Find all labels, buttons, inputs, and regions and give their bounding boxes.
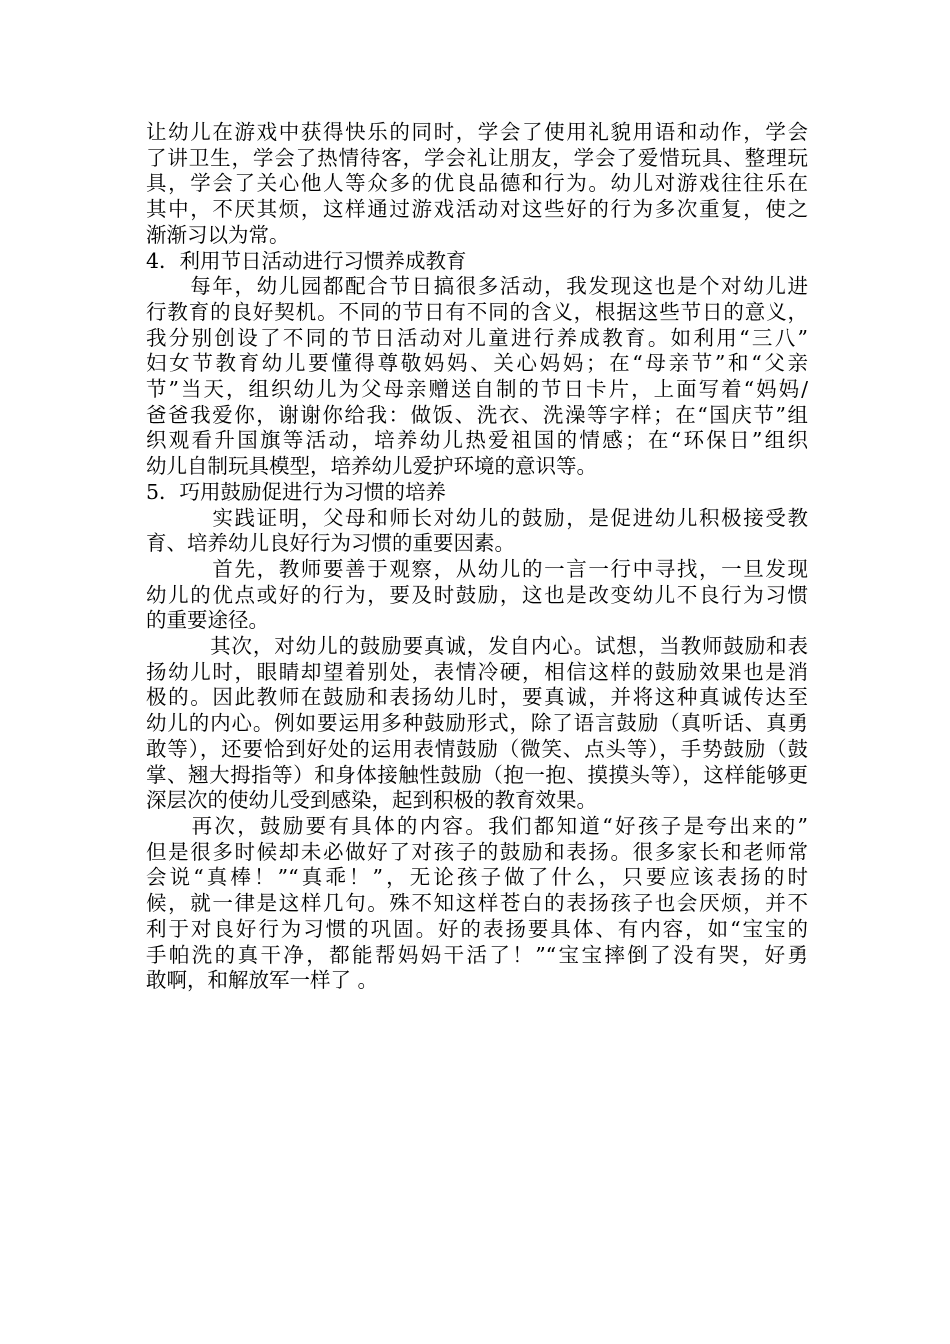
text-line: 幼儿自制玩具模型，培养幼儿爱护环境的意识等。 <box>146 454 597 479</box>
text-line: 首先，教师要善于观察，从幼儿的一言一行中寻找，一旦发现 <box>146 556 808 581</box>
text-line: 具，学会了关心他人等众多的优良品德和行为。幼儿对游戏往往乐在 <box>146 171 808 196</box>
text-line: 掌、翘大拇指等）和身体接触性鼓励（抱一抱、摸摸头等），这样能够更 <box>146 762 808 787</box>
text-line: 幼儿的优点或好的行为，要及时鼓励，这也是改变幼儿不良行为习惯 <box>146 582 808 607</box>
text-line: 其次，对幼儿的鼓励要真诚，发自内心。试想，当教师鼓励和表 <box>146 634 808 659</box>
text-line: 但是很多时候却未必做好了对孩子的鼓励和表扬。很多家长和老师常 <box>146 839 808 864</box>
text-line: 我分别创设了不同的节日活动对儿童进行养成教育。如利用“三八” <box>146 325 808 350</box>
text-line: 节”当天，组织幼儿为父母亲赠送自制的节日卡片，上面写着“妈妈/ <box>146 377 808 402</box>
text-line: 让幼儿在游戏中获得快乐的同时，学会了使用礼貌用语和动作，学会 <box>146 120 808 144</box>
text-line: 了讲卫生，学会了热情待客，学会礼让朋友，学会了爱惜玩具、整理玩 <box>146 145 808 170</box>
text-line: 敢啊，和解放军一样了 。 <box>146 968 379 993</box>
text-line: 候，就一律是这样几句。殊不知这样苍白的表扬孩子也会厌烦，并不 <box>146 891 808 916</box>
text-line: 其中，不厌其烦，这样通过游戏活动对这些好的行为多次重复，使之 <box>146 197 808 222</box>
text-line: 深层次的使幼儿受到感染，起到积极的教育效果。 <box>146 788 597 813</box>
text-line: 极的。因此教师在鼓励和表扬幼儿时，要真诚，并将这种真诚传达至 <box>146 685 808 710</box>
text-line: 织观看升国旗等活动，培养幼儿热爱祖国的情感；在“环保日”组织 <box>146 428 808 453</box>
text-line: 每年，幼儿园都配合节日搞很多活动，我发现这也是个对幼儿进 <box>146 274 808 299</box>
text-line: 敢等），还要恰到好处的运用表情鼓励（微笑、点头等），手势鼓励（鼓 <box>146 736 808 761</box>
text-line: 育、培养幼儿良好行为习惯的重要因素。 <box>146 531 515 556</box>
text-line: 妇女节教育幼儿要懂得尊敬妈妈、关心妈妈；在“母亲节”和“父亲 <box>146 351 808 376</box>
section-heading-5: 5．巧用鼓励促进行为习惯的培养 <box>146 479 447 504</box>
text-line: 再次，鼓励要有具体的内容。我们都知道“好孩子是夸出来的” <box>146 813 808 838</box>
text-line: 爸爸我爱你，谢谢你给我：做饭、洗衣、洗澡等字样；在“国庆节”组 <box>146 402 808 427</box>
text-line: 利于对良好行为习惯的巩固。好的表扬要具体、有内容，如“宝宝的 <box>146 916 808 941</box>
text-line: 渐渐习以为常。 <box>146 222 290 247</box>
text-line: 幼儿的内心。例如要运用多种鼓励形式，除了语言鼓励（真听话、真勇 <box>146 711 808 736</box>
document-body <box>146 120 808 994</box>
text-line: 手帕洗的真干净，都能帮妈妈干活了！”“宝宝摔倒了没有哭，好勇 <box>146 942 808 967</box>
text-line: 实践证明，父母和师长对幼儿的鼓励，是促进幼儿积极接受教 <box>146 505 808 530</box>
text-line: 的重要途径。 <box>146 608 269 633</box>
text-line: 会说“真棒！”“真乖！”，无论孩子做了什么，只要应该表扬的时 <box>146 865 808 890</box>
text-line: 行教育的良好契机。不同的节日有不同的含义，根据这些节日的意义， <box>146 299 808 324</box>
section-heading-4: 4．利用节日活动进行习惯养成教育 <box>146 248 467 273</box>
text-line: 扬幼儿时，眼睛却望着别处，表情冷硬，相信这样的鼓励效果也是消 <box>146 659 808 684</box>
